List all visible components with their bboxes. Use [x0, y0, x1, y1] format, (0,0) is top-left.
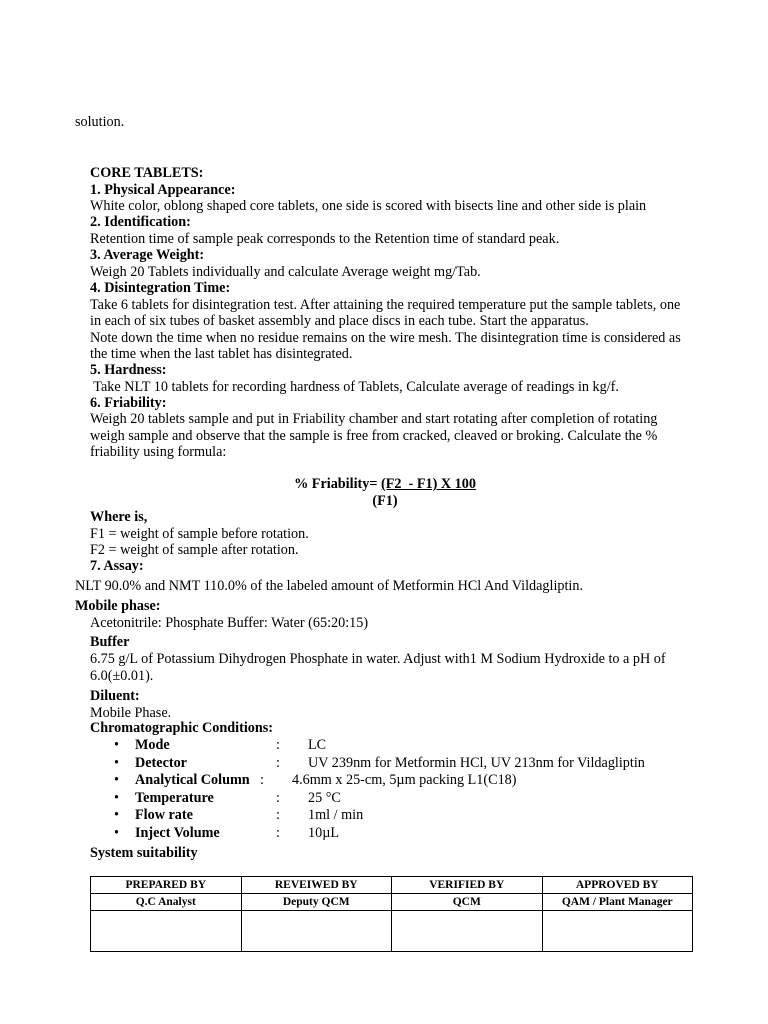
formula-numerator: (F2 - F1) X 100 — [380, 476, 476, 492]
verified-by-signature-cell — [392, 911, 543, 952]
reviewed-by-signature-cell — [241, 911, 392, 952]
reviewed-by-role: Deputy QCM — [241, 894, 392, 911]
bullet-icon: • — [114, 789, 119, 806]
assay-text: NLT 90.0% and NMT 110.0% of the labeled amount of Metformin HCl And Vildagliptin. — [75, 578, 584, 594]
chromatographic-heading: Chromatographic Conditions: — [90, 720, 274, 736]
condition-colon: : — [276, 789, 280, 806]
condition-label: Temperature — [135, 789, 214, 806]
section-4-heading: 4. Disintegration Time: — [90, 280, 231, 296]
where-f1: F1 = weight of sample before rotation. — [90, 525, 309, 542]
condition-value: UV 239nm for Metformin HCl, UV 213nm for Vildagliptin — [308, 754, 645, 771]
formula-denominator: (F1) — [372, 493, 398, 509]
section-3-heading: 3. Average Weight: — [90, 247, 205, 263]
condition-colon: : — [276, 754, 280, 771]
condition-colon: : — [260, 772, 264, 789]
section-4-line-4: the time when the last tablet has disintegrated. — [90, 346, 353, 362]
condition-label: Inject Volume — [135, 825, 220, 841]
where-f2: F2 = weight of sample after rotation. — [90, 542, 299, 558]
section-4-line-3: Note down the time when no residue remains on the wire mesh. The disintegration time is considered as — [90, 329, 681, 346]
section-5-text: Take NLT 10 tablets for recording hardness of Tablets, Calculate average of readings in kg/f. — [90, 378, 619, 395]
friability-formula — [90, 476, 680, 492]
condition-colon: : — [276, 737, 280, 753]
condition-mode — [114, 737, 694, 755]
condition-label: Mode — [135, 737, 170, 753]
section-1-text: White color, oblong shaped core tablets, one side is scored with bisects line and other side is plain — [90, 198, 647, 214]
condition-colon: : — [276, 807, 280, 824]
condition-value: 10µL — [308, 825, 340, 841]
section-1-heading: 1. Physical Appearance: — [90, 181, 236, 198]
condition-label: Flow rate — [135, 807, 193, 824]
condition-analytical-column — [114, 772, 694, 790]
bullet-icon: • — [114, 807, 119, 824]
section-4-line-1: Take 6 tablets for disintegration test. After attaining the required temperature put the sample tablets, one — [90, 296, 681, 313]
condition-label: Detector — [135, 754, 187, 771]
signature-role-row — [91, 894, 693, 911]
section-6-line-2: weigh sample and observe that the sample is free from cracked, cleaved or broking. Calculate the % — [90, 427, 658, 444]
system-suitability-heading: System suitability — [90, 845, 198, 861]
formula-lhs: % Friability= — [294, 476, 381, 492]
condition-value: 25 °C — [308, 789, 341, 806]
mobile-phase-text: Acetonitrile: Phosphate Buffer: Water (65:20:15) — [90, 614, 369, 631]
reviewed-by-header: REVEIWED BY — [241, 877, 392, 894]
prepared-by-role: Q.C Analyst — [91, 894, 242, 911]
condition-value: 4.6mm x 25-cm, 5µm packing L1(C18) — [292, 772, 517, 789]
condition-value: 1ml / min — [308, 807, 364, 824]
condition-temperature — [114, 790, 694, 808]
core-tablets-title: CORE TABLETS: — [90, 165, 204, 181]
signature-header-row — [91, 877, 693, 894]
section-5-heading: 5. Hardness: — [90, 362, 167, 378]
condition-value: LC — [308, 737, 327, 753]
mobile-phase-heading: Mobile phase: — [75, 598, 161, 614]
bullet-icon: • — [114, 754, 119, 771]
approved-by-role: QAM / Plant Manager — [542, 894, 693, 911]
bullet-icon: • — [114, 825, 119, 841]
bullet-icon: • — [114, 772, 119, 789]
condition-flow-rate — [114, 807, 694, 825]
signature-table — [90, 876, 693, 952]
section-4-line-2: in each of six tubes of basket assembly and place discs in each tube. Start the apparatus. — [90, 313, 589, 329]
section-6-heading: 6. Friability: — [90, 395, 167, 411]
approved-by-signature-cell — [542, 911, 693, 952]
section-6-line-3: friability using formula: — [90, 444, 227, 460]
buffer-line-2: 6.0(±0.01). — [90, 667, 154, 684]
buffer-line-1: 6.75 g/L of Potassium Dihydrogen Phosphate in water. Adjust with1 M Sodium Hydroxide to a pH of — [90, 651, 666, 667]
top-fragment: solution. — [75, 114, 125, 130]
diluent-text: Mobile Phase. — [90, 704, 172, 721]
section-2-text: Retention time of sample peak corresponds to the Retention time of standard peak. — [90, 230, 560, 247]
bullet-icon: • — [114, 737, 119, 753]
buffer-heading: Buffer — [90, 634, 130, 650]
section-3-text: Weigh 20 Tablets individually and calculate Average weight mg/Tab. — [90, 263, 481, 280]
signature-blank-row — [91, 911, 693, 952]
diluent-heading: Diluent: — [90, 688, 140, 704]
prepared-by-signature-cell — [91, 911, 242, 952]
section-7-heading: 7. Assay: — [90, 558, 144, 574]
condition-inject-volume — [114, 825, 694, 843]
condition-colon: : — [276, 825, 280, 841]
condition-label: Analytical Column — [135, 772, 250, 789]
section-2-heading: 2. Identification: — [90, 214, 191, 230]
where-heading: Where is, — [90, 509, 148, 525]
approved-by-header: APPROVED BY — [542, 877, 693, 894]
prepared-by-header: PREPARED BY — [91, 877, 242, 894]
condition-detector — [114, 755, 694, 773]
section-6-line-1: Weigh 20 tablets sample and put in Friability chamber and start rotating after completion of rotating — [90, 411, 658, 427]
verified-by-role: QCM — [392, 894, 543, 911]
verified-by-header: VERIFIED BY — [392, 877, 543, 894]
